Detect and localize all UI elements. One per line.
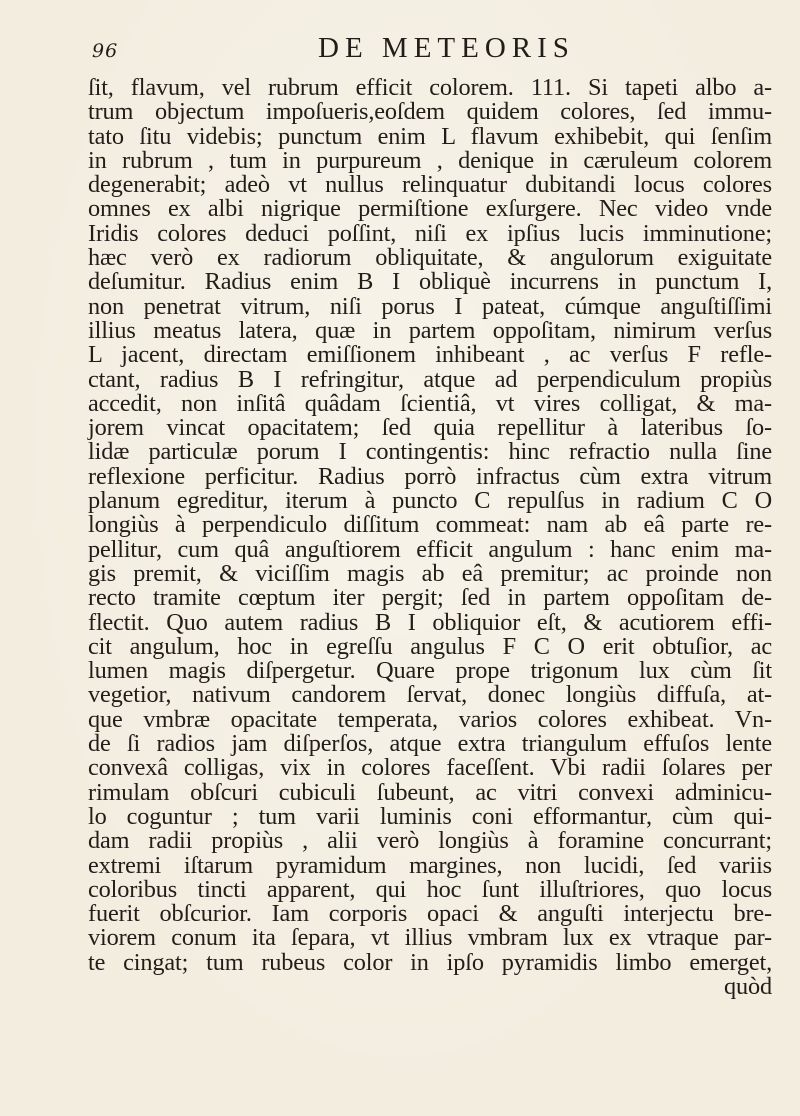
page-number: 96	[92, 40, 119, 62]
text-line: degenerabit; adeò vt nullus relinquatur dubitandi locus colores	[88, 171, 772, 199]
text-line: pellitur, cum quâ anguſtiorem efficit angulum : hanc enim ma-	[88, 535, 772, 563]
catchword: quòd	[724, 972, 772, 1000]
text-line: ſit, flavum, vel rubrum efficit colorem. 111. Si tapeti albo a-	[88, 74, 772, 101]
text-line: gis premit, & viciſſim magis ab eâ premitur; ac proinde non	[88, 559, 772, 587]
text-line: coloribus tincti apparent, qui hoc ſunt illuſtriores, quo locus	[88, 875, 772, 903]
text-line: L jacent, directam emiſſionem inhibeant , ac verſus F refle-	[88, 341, 772, 369]
text-line: deſumitur. Radius enim B I obliquè incurrens in punctum I,	[88, 268, 772, 296]
text-line: accedit, non inſitâ quâdam ſcientiâ, vt vires colligat, & ma-	[88, 389, 772, 417]
text-line: tato ſitu videbis; punctum enim L flavum exhibebit, qui ſenſim	[88, 122, 772, 150]
text-line: flectit. Quo autem radius B I obliquior eſt, & acutiorem effi-	[88, 608, 772, 636]
text-line: convexâ colligas, vix in colores faceſſent. Vbi radii ſolares per	[88, 754, 772, 782]
text-line: vegetior, nativum candorem ſervat, donec longiùs diffuſa, at-	[88, 681, 772, 709]
text-line: lidæ particulæ porum I contingentis: hinc refractio nulla ſine	[88, 438, 772, 466]
text-line: dam radii propiùs , alii verò longiùs à foramine concurrant;	[88, 827, 772, 855]
text-line: recto tramite cœptum iter pergit; ſed in partem oppoſitam de-	[88, 584, 772, 612]
text-line: planum egreditur, iterum à puncto C repulſus in radium C O	[88, 487, 772, 515]
text-line: Iridis colores deduci poſſint, niſi ex ipſius lucis imminutione;	[88, 219, 772, 247]
text-line: cit angulum, hoc in egreſſu angulus F C O erit obtuſior, ac	[88, 632, 772, 660]
text-line: ctant, radius B I refringitur, atque ad perpendiculum propiùs	[88, 365, 772, 393]
page-header	[0, 30, 800, 70]
text-line: lo coguntur ; tum varii luminis coni efformantur, cùm qui-	[88, 802, 772, 830]
text-line: que vmbræ opacitate temperata, varios colores exhibeat. Vn-	[88, 705, 772, 733]
running-title: DE METEORIS	[318, 32, 575, 64]
text-line: non penetrat vitrum, niſi porus I pateat, cúmque anguſtiſſimi	[88, 292, 772, 320]
text-line: jorem vincat opacitatem; ſed quia repellitur à lateribus ſo-	[88, 414, 772, 442]
text-line: lumen magis diſpergetur. Quare prope trigonum lux cùm ſit	[88, 657, 772, 685]
text-line: de ſi radios jam diſperſos, atque extra triangulum effuſos lente	[88, 730, 772, 758]
text-line: rimulam obſcuri cubiculi ſubeunt, ac vitri convexi adminicu-	[88, 778, 772, 806]
text-line: omnes ex albi nigrique permiſtione exſurgere. Nec video vnde	[88, 195, 772, 223]
text-line: extremi iſtarum pyramidum margines, non lucidi, ſed variis	[88, 851, 772, 879]
text-line: te cingat; tum rubeus color in ipſo pyramidis limbo emerget,	[88, 948, 772, 976]
text-line: reflexione perficitur. Radius porrò infractus cùm extra vitrum	[88, 462, 772, 490]
text-line: illius meatus latera, quæ in partem oppoſitam, nimirum verſus	[88, 316, 772, 344]
body-text	[88, 76, 772, 999]
text-line: in rubrum , tum in purpureum , denique in cæruleum colorem	[88, 146, 772, 174]
text-line: fuerit obſcurior. Iam corporis opaci & anguſti interjectu bre-	[88, 900, 772, 928]
text-line: trum objectum impoſueris,eoſdem quidem colores, ſed immu-	[88, 98, 772, 126]
text-line: hæc verò ex radiorum obliquitate, & angulorum exiguitate	[88, 244, 772, 272]
text-line: longiùs à perpendiculo diſſitum commeat: nam ab eâ parte re-	[88, 511, 772, 539]
text-line: viorem conum ita ſepara, vt illius vmbram lux ex vtraque par-	[88, 924, 772, 952]
